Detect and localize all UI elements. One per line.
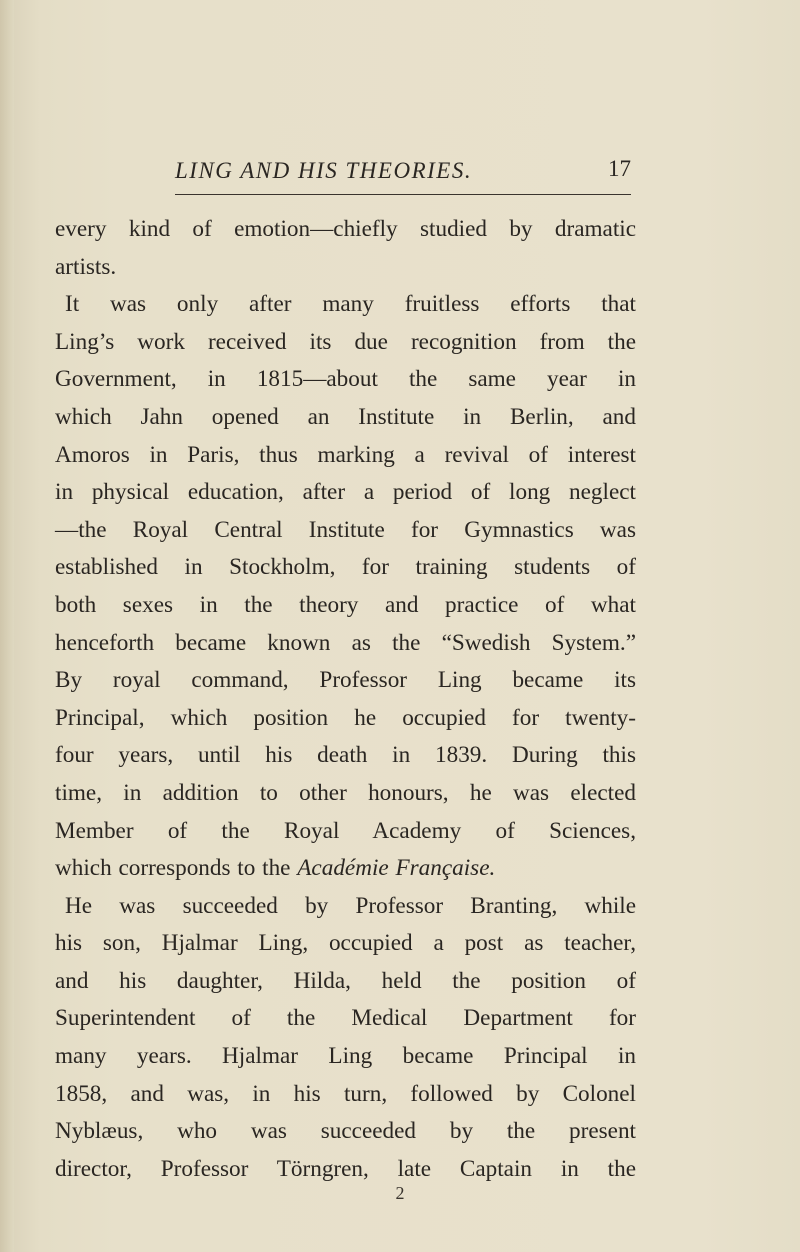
text-line: Superintendent of the Medical Department for (55, 1005, 636, 1032)
page-number: 17 (608, 156, 631, 181)
header-rule (175, 194, 631, 195)
text-line: Government, in 1815—about the same year in (55, 366, 636, 393)
text-line: Ling’s work received its due recognition from the (55, 328, 636, 355)
text-line: Principal, which position he occupied for twenty- (55, 704, 636, 731)
page-gutter-shadow (0, 0, 14, 1252)
text-line: By royal command, Professor Ling became its (55, 667, 636, 694)
text-line: Member of the Royal Academy of Sciences, (55, 817, 636, 844)
text-line: in physical education, after a period of long neglect (55, 479, 636, 506)
text-line: and his daughter, Hilda, held the position of (55, 967, 636, 994)
text-line: henceforth became known as the “Swedish System.” (55, 629, 636, 656)
text-line: artists. (55, 253, 117, 280)
text-line: four years, until his death in 1839. During this (55, 742, 636, 769)
text-line: established in Stockholm, for training students of (55, 554, 636, 581)
text-line: both sexes in the theory and practice of what (55, 591, 636, 618)
text-line: director, Professor Törngren, late Captain in the (55, 1155, 636, 1182)
text-line: Amoros in Paris, thus marking a revival of interest (55, 441, 636, 468)
text-line: He was succeeded by Professor Branting, while (65, 892, 636, 919)
text-line: his son, Hjalmar Ling, occupied a post as teacher, (55, 930, 636, 957)
italic-phrase: Académie Française. (297, 855, 496, 882)
text-line: Nyblæus, who was succeeded by the present (55, 1118, 636, 1145)
text-line: —the Royal Central Institute for Gymnastics was (55, 516, 636, 543)
text-line: time, in addition to other honours, he was elected (55, 779, 636, 806)
text-line: 1858, and was, in his turn, followed by Colonel (55, 1080, 636, 1107)
text-line: which Jahn opened an Institute in Berlin, and (55, 403, 636, 430)
text-line: every kind of emotion—chiefly studied by dramatic (55, 216, 636, 242)
body-text (55, 211, 636, 1188)
signature-mark: 2 (395, 1183, 405, 1203)
text-line (55, 850, 636, 888)
text-line: It was only after many fruitless efforts that (65, 291, 636, 318)
page-header (175, 158, 631, 192)
text-line: many years. Hjalmar Ling became Principal in (55, 1043, 636, 1070)
text-line-start: which corresponds to the (55, 855, 298, 882)
running-head: LING AND HIS THEORIES. (175, 158, 473, 183)
